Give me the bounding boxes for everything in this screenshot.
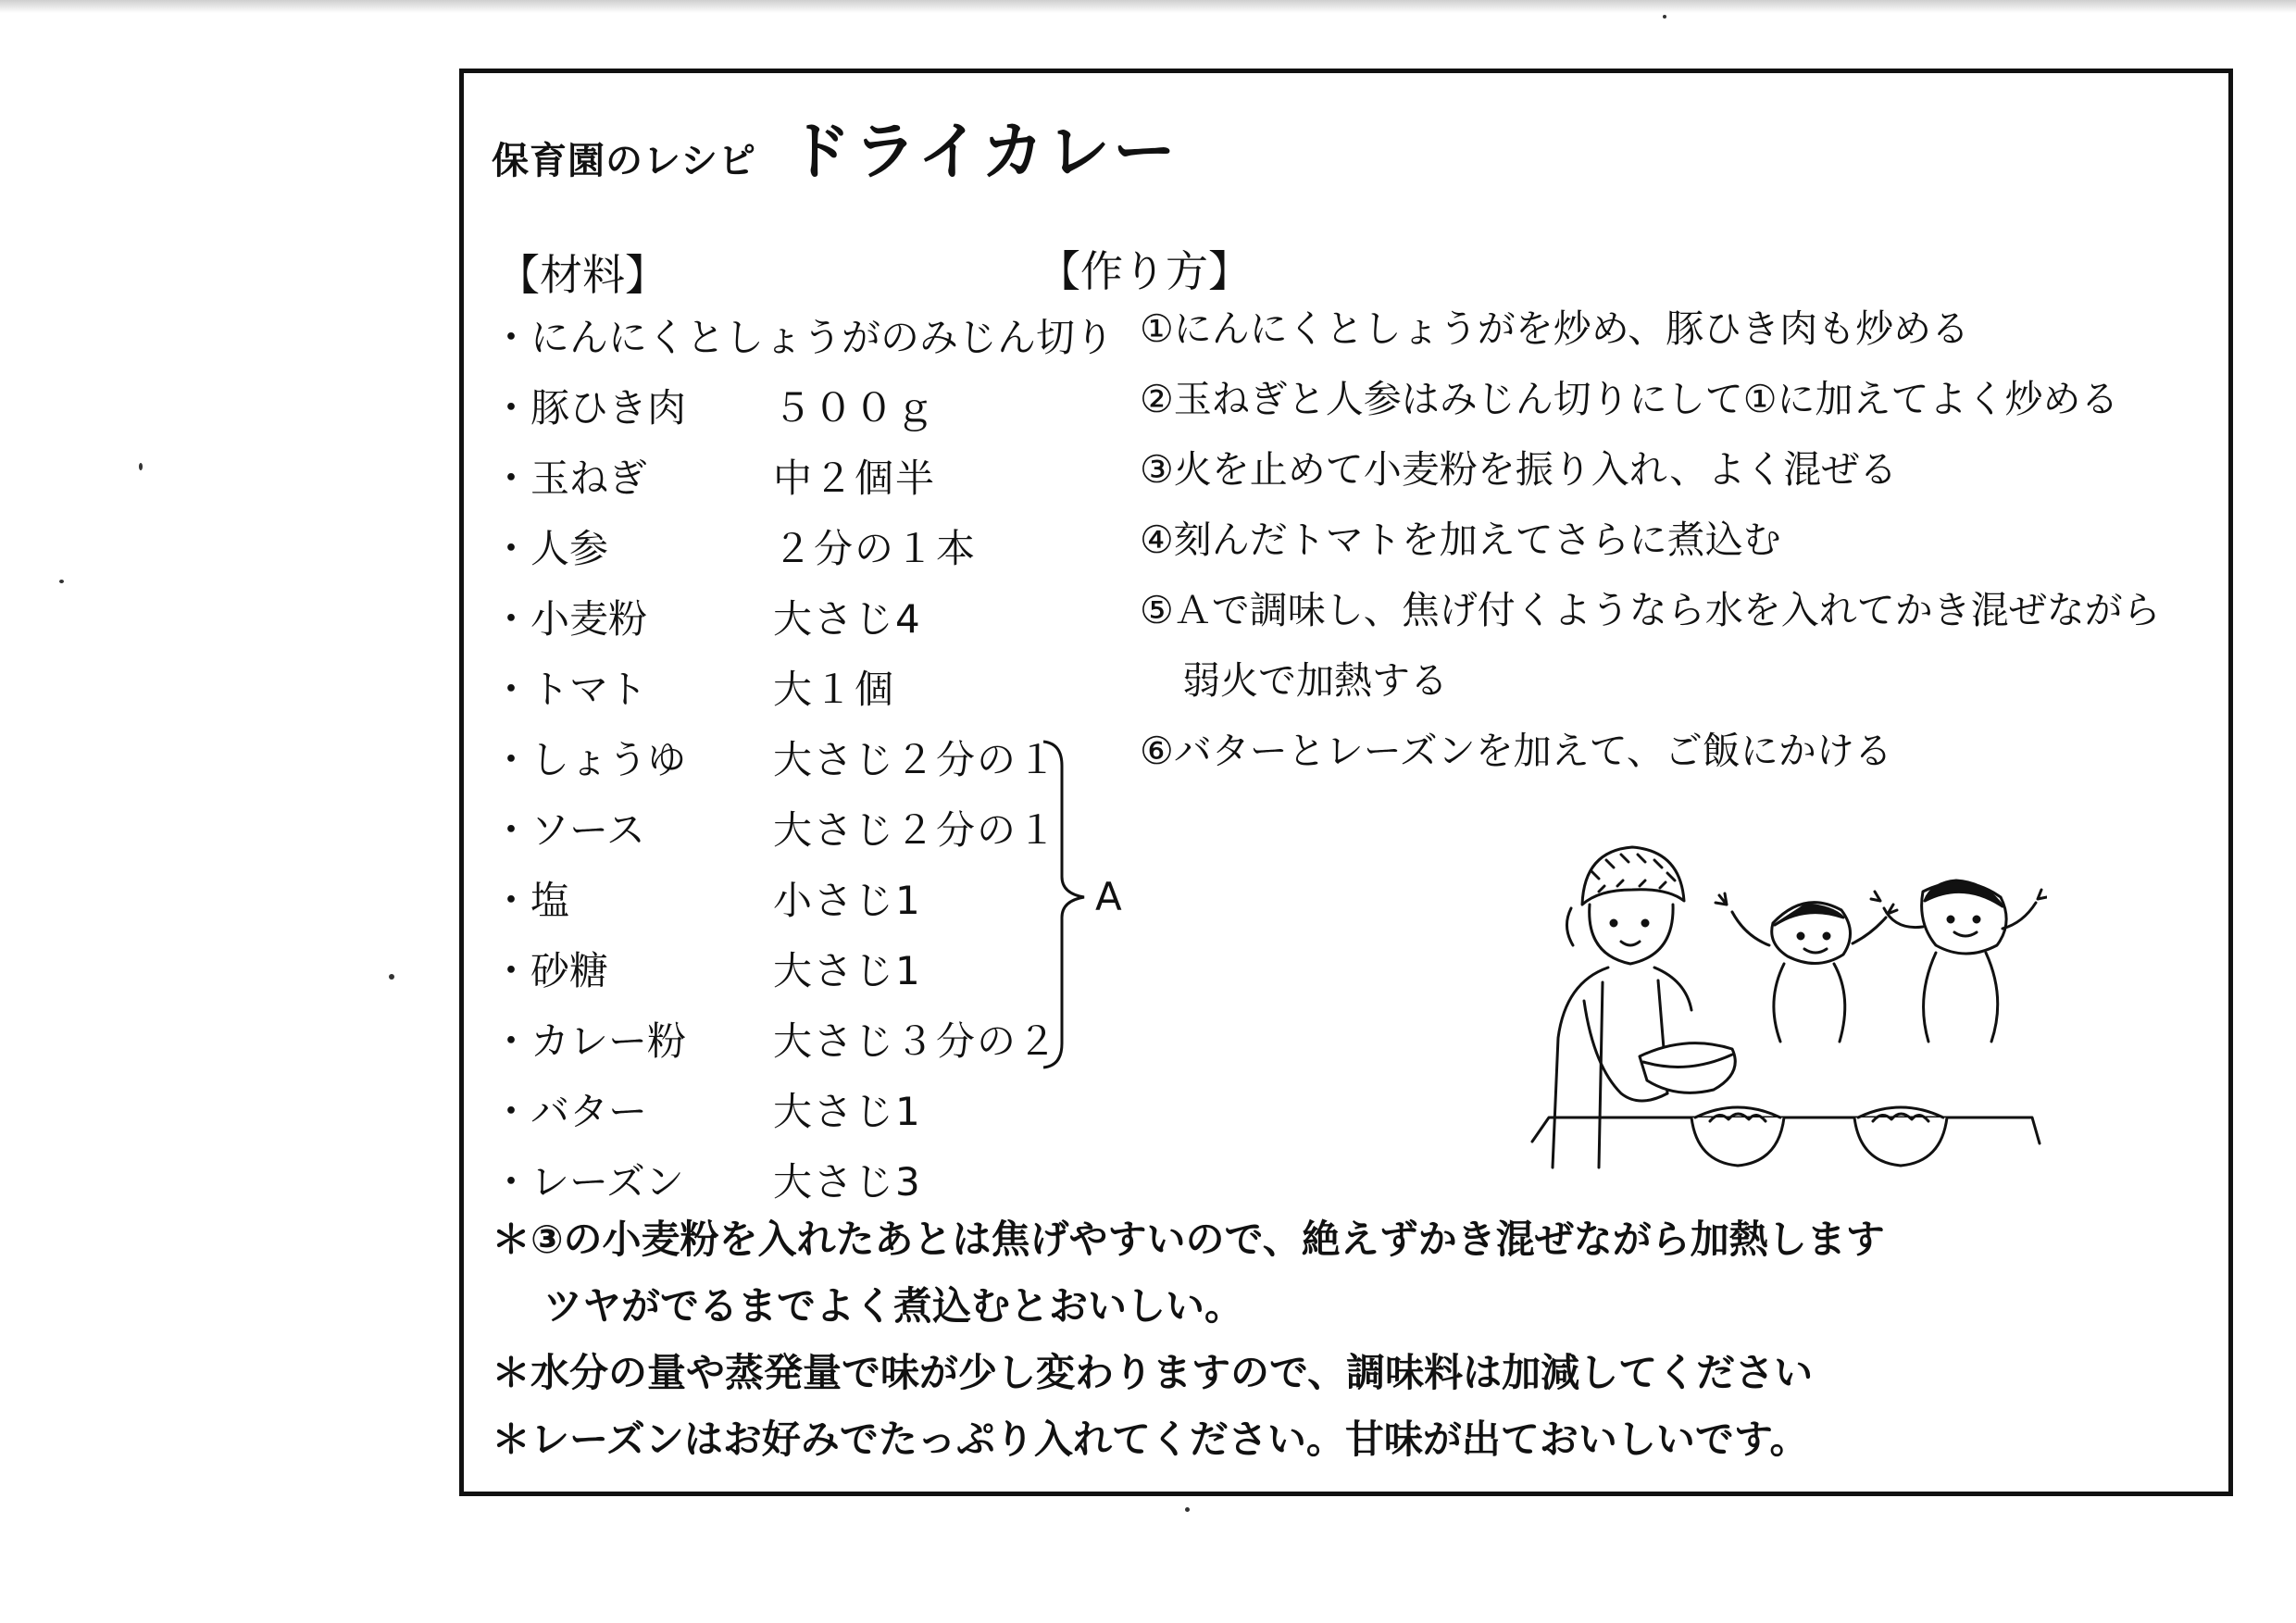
ingredient-amount: 小さじ1 (773, 878, 922, 923)
ingredient-amount: 大さじ２分の１ (773, 807, 1059, 853)
recipe-subtitle: 保育園のレシピ (492, 140, 756, 182)
note-item: ＊水分の量や蒸発量で味が少し変わりますので、調味料は加減してください (492, 1350, 1814, 1395)
ingredient-amount: 大１個 (773, 667, 896, 712)
ingredient-name: ・カレー粉 (492, 1018, 687, 1064)
method-step: ⑥バターとレーズンを加えて、ご飯にかける (1140, 729, 1892, 773)
ingredients-heading: 【材料】 (497, 250, 668, 300)
ingredient-name: ・玉ねぎ (492, 456, 648, 501)
method-step: ④刻んだトマトを加えてさらに煮込む (1140, 518, 1781, 562)
method-heading: 【作り方】 (1038, 246, 1251, 296)
ingredient-name: ・豚ひき肉 (492, 385, 687, 431)
recipe-card (459, 69, 2233, 1496)
ingredient-name: ・バター (492, 1089, 648, 1134)
ingredient-name: ・しょうゆ (492, 737, 687, 782)
ingredient-amount: ２分の１本 (773, 526, 978, 571)
cooking-with-children-illustration (1529, 816, 2047, 1195)
ingredient-name: ・レーズン (492, 1159, 684, 1205)
group-bracket-icon (1042, 738, 1097, 1071)
note-continuation: ツヤがでるまでよく煮込むとおいしい。 (543, 1283, 1244, 1329)
ingredient-amount: ５００ｇ (773, 385, 937, 431)
ingredient-amount: 大さじ1 (773, 1089, 922, 1134)
note-item: ＊レーズンはお好みでたっぷり入れてください。甘味が出ておいしいです。 (492, 1417, 1809, 1462)
ingredient-name: ・砂糖 (492, 948, 609, 993)
ingredient-amount: 大さじ4 (773, 596, 922, 642)
ingredient-name: ・塩 (492, 878, 570, 923)
ingredient-amount: 大さじ３分の２ (773, 1018, 1059, 1064)
ingredient-amount: 中２個半 (773, 456, 937, 501)
scan-speck (59, 580, 64, 583)
ingredient-name: ・人参 (492, 526, 609, 571)
ingredient-amount: 大さじ3 (773, 1159, 922, 1205)
scan-speck (389, 974, 394, 980)
method-step: ②玉ねぎと人参はみじん切りにして①に加えてよく炒める (1140, 377, 2119, 421)
recipe-title (492, 116, 1179, 189)
scan-speck (139, 463, 143, 470)
seasoning-group-label: A (1095, 874, 1122, 919)
ingredient-name: ・ソース (492, 807, 645, 853)
scan-speck (1663, 15, 1666, 19)
method-step: ①にんにくとしょうがを炒め、豚ひき肉も炒める (1140, 306, 1970, 351)
ingredient-name: ・小麦粉 (492, 596, 648, 642)
scan-edge (0, 0, 2296, 13)
method-step: ⑤Ａで調味し、焦げ付くようなら水を入れてかき混ぜながら (1140, 588, 2161, 632)
method-step: ③火を止めて小麦粉を振り入れ、よく混ぜる (1140, 447, 1898, 492)
scan-speck (1185, 1507, 1190, 1512)
ingredient-name: ・にんにくとしょうがのみじん切り (492, 315, 1115, 360)
ingredient-amount: 大さじ1 (773, 948, 922, 993)
ingredient-name: ・トマト (492, 667, 648, 712)
note-item: ＊③の小麦粉を入れたあとは焦げやすいので、絶えずかき混ぜながら加熱します (492, 1217, 1885, 1262)
recipe-name: ドライカレー (788, 116, 1179, 189)
method-step-continuation: 弱火で加熱する (1182, 658, 1448, 703)
ingredient-amount: 大さじ２分の１ (773, 737, 1059, 782)
